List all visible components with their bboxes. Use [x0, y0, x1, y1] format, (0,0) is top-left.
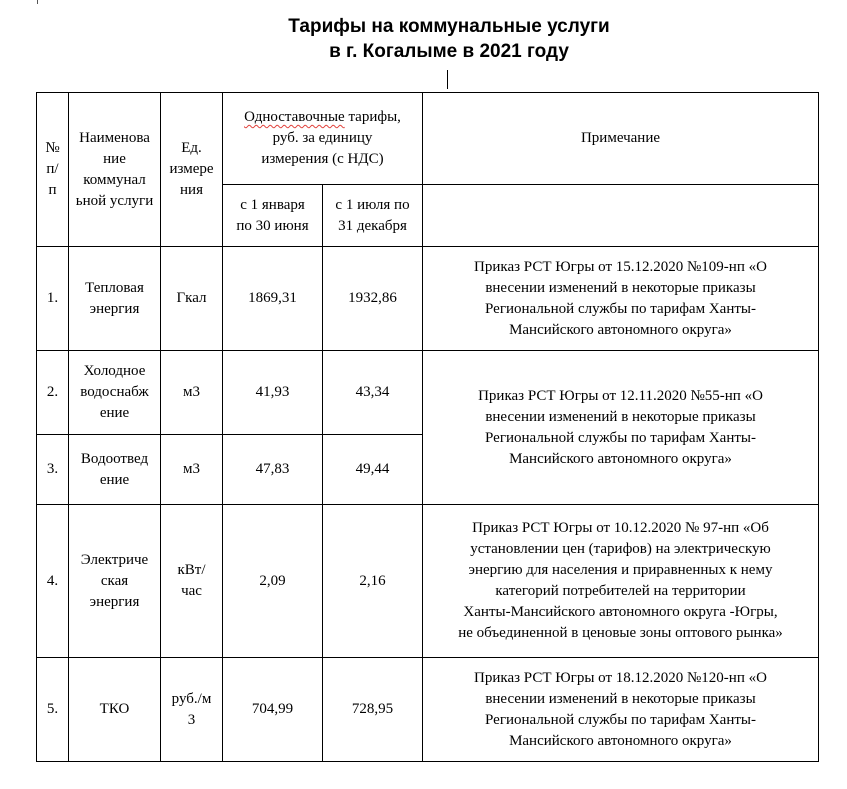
- row-service: Тепловая энергия: [69, 247, 161, 351]
- row-unit: кВт/ час: [161, 505, 223, 658]
- page-corner-mark: [37, 0, 38, 4]
- title-line-1: Тарифы на коммунальные услуги: [288, 16, 610, 37]
- table-row: [37, 658, 819, 762]
- row-service: ТКО: [69, 658, 161, 762]
- row-tariff-h2: 728,95: [323, 658, 423, 762]
- row-num: 5.: [37, 658, 69, 762]
- title-line-2: в г. Когалыме в 2021 году: [329, 41, 569, 62]
- row-num: 3.: [37, 435, 69, 505]
- row-num: 1.: [37, 247, 69, 351]
- table-row: [37, 247, 819, 351]
- row-tariff-h2: 43,34: [323, 351, 423, 435]
- row-tariff-h2: 49,44: [323, 435, 423, 505]
- tariffs-table: [36, 92, 819, 762]
- row-unit: м3: [161, 351, 223, 435]
- row-note: Приказ РСТ Югры от 18.12.2020 №120-нп «О внесении изменений в некоторые приказы Региональной службы по тарифам Ханты- Мансийского автономного округа»: [423, 658, 819, 762]
- row-unit: руб./м 3: [161, 658, 223, 762]
- row-tariff-h1: 2,09: [223, 505, 323, 658]
- document-title: [0, 14, 847, 64]
- row-tariff-h2: 2,16: [323, 505, 423, 658]
- header-unit: Ед. измере ния: [161, 93, 223, 247]
- row-service: Холодное водоснабж ение: [69, 351, 161, 435]
- row-tariff-h1: 1869,31: [223, 247, 323, 351]
- header-period-2: с 1 июля по 31 декабря: [323, 185, 423, 247]
- table-row: [37, 351, 819, 435]
- row-note: Приказ РСТ Югры от 10.12.2020 № 97-нп «Об установлении цен (тарифов) на электрическую энергию для населения и приравненных к нему категорий потребителей на территории Ханты-Мансийского автономного округа -Югры, не объединенной в ценовые зоны оптового рынка»: [423, 505, 819, 658]
- header-tariff-group: Одноставочные тарифы, руб. за единицу измерения (с НДС): [223, 93, 423, 185]
- row-tariff-h2: 1932,86: [323, 247, 423, 351]
- row-unit: м3: [161, 435, 223, 505]
- row-tariff-h1: 47,83: [223, 435, 323, 505]
- row-tariff-h1: 704,99: [223, 658, 323, 762]
- header-num: № п/ п: [37, 93, 69, 247]
- header-service: Наименова ние коммунал ьной услуги: [69, 93, 161, 247]
- row-service: Водоотвед ение: [69, 435, 161, 505]
- header-note: Примечание: [423, 93, 819, 185]
- row-note: Приказ РСТ Югры от 12.11.2020 №55-нп «О внесении изменений в некоторые приказы Региональной службы по тарифам Ханты- Мансийского автономного округа»: [423, 351, 819, 505]
- spellcheck-underlined-word: Одноставочные: [244, 109, 345, 125]
- row-note: Приказ РСТ Югры от 15.12.2020 №109-нп «О внесении изменений в некоторые приказы Региональной службы по тарифам Ханты- Мансийского автономного округа»: [423, 247, 819, 351]
- header-period-1: с 1 января по 30 июня: [223, 185, 323, 247]
- row-service: Электриче ская энергия: [69, 505, 161, 658]
- row-unit: Гкал: [161, 247, 223, 351]
- row-num: 2.: [37, 351, 69, 435]
- text-cursor: [447, 70, 448, 89]
- row-num: 4.: [37, 505, 69, 658]
- header-note-empty: [423, 185, 819, 247]
- row-tariff-h1: 41,93: [223, 351, 323, 435]
- table-header-row: [37, 93, 819, 185]
- table-row: [37, 505, 819, 658]
